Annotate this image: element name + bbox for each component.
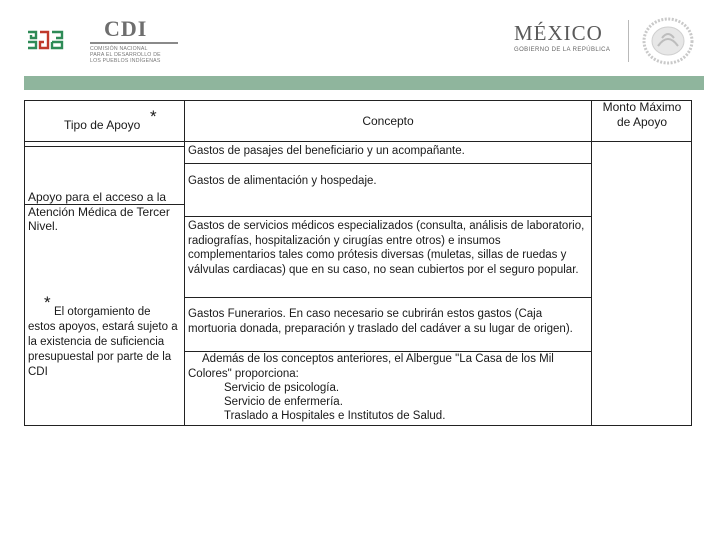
cdi-divider — [90, 42, 178, 44]
row-divider-1 — [184, 163, 592, 164]
concepto-alimentacion: Gastos de alimentación y hospedaje. — [188, 175, 377, 187]
albergue-item-enfermeria: Servicio de enfermería. — [224, 396, 343, 408]
cdi-subtitle-line-2: PARA EL DESARROLLO DE — [90, 52, 161, 58]
concepto-servicios-medicos: Gastos de servicios médicos especializados (consulta, análisis de laboratorio, radiografías, hospitalización y cirugías entre otros) e insumos complementarios tales como prótesis diversas (muletas, sillas de ruedas y válvulas cardiacas) que en su caso, no sean cubiertos por el seguro popular. — [188, 220, 585, 276]
monto-column — [591, 141, 692, 426]
header-tipo: Tipo de Apoyo — [64, 118, 141, 132]
concepto-funerarios: Gastos Funerarios. En caso necesario se cubrirán estos gastos (Caja mortuoria donada, preparación y traslado del cadáver a su lugar de origen). — [188, 308, 573, 335]
albergue-item-traslado: Traslado a Hospitales e Institutos de Salud. — [224, 410, 446, 422]
page-header — [0, 0, 720, 78]
concepto-albergue-intro: Además de los conceptos anteriores, el Albergue "La Casa de los Mil Colores" proporciona: — [188, 353, 554, 380]
cdi-title: CDI — [104, 16, 148, 41]
mexico-brand — [514, 22, 624, 53]
header-divider — [628, 20, 629, 62]
header-monto: Monto Máximo de Apoyo — [602, 100, 682, 129]
note-asterisk: * — [44, 293, 51, 312]
mexico-seal-icon — [640, 16, 696, 66]
mexico-subtitle: GOBIERNO DE LA REPÚBLICA — [514, 47, 611, 53]
tipo-de-apoyo-text: Apoyo para el acceso a la Atención Médica de Tercer Nivel. — [28, 190, 170, 233]
header-tipo-asterisk: * — [150, 107, 157, 126]
header-concepto: Concepto — [362, 114, 414, 128]
green-band — [24, 76, 704, 90]
cdi-emblem-icon — [26, 28, 66, 52]
cdi-brand — [84, 18, 184, 64]
support-table — [24, 100, 692, 426]
mexico-title: MÉXICO — [514, 21, 603, 45]
concepto-pasajes: Gastos de pasajes del beneficiario y un acompañante. — [188, 145, 465, 157]
tipo-column — [24, 141, 185, 426]
cdi-subtitle-line-1: COMISIÓN NACIONAL — [90, 46, 148, 52]
note-text: estos apoyos, estará sujeto a la existencia de suficiencia presupuestal por parte de la CDI — [28, 321, 178, 378]
row-divider-3 — [184, 297, 592, 298]
note-first-line: El otorgamiento de — [54, 306, 151, 318]
albergue-item-psicologia: Servicio de psicología. — [224, 382, 340, 394]
row-divider-2 — [184, 216, 592, 217]
tipo-top-rule — [24, 146, 185, 147]
cdi-subtitle-line-3: LOS PUEBLOS INDÍGENAS — [90, 58, 161, 64]
